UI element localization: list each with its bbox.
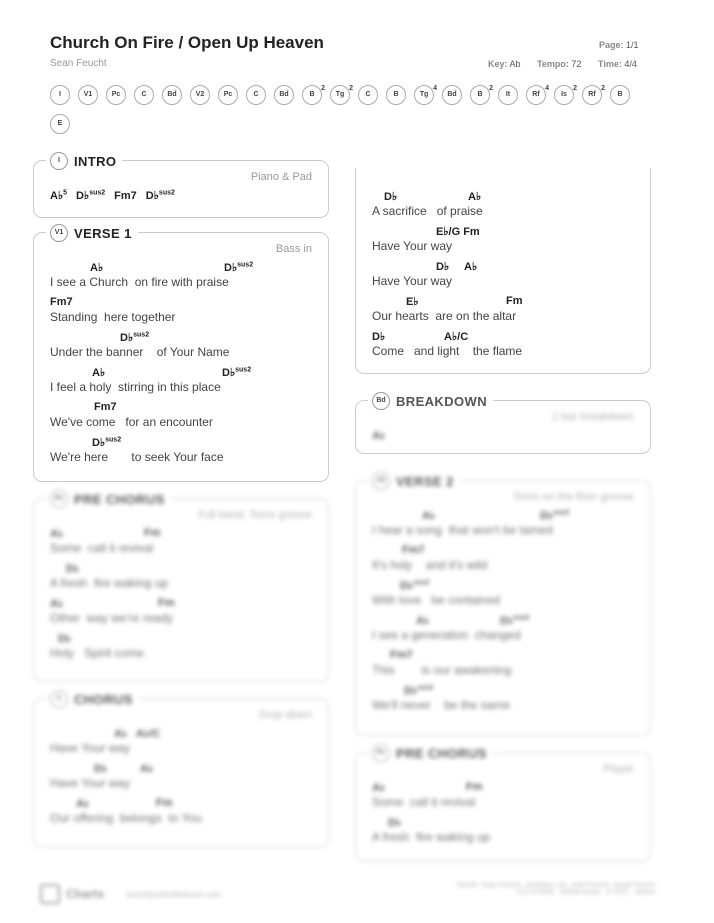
chord: D♭$^{sus2}$ xyxy=(500,614,530,627)
roadmap-pill-label: B xyxy=(477,91,483,98)
chord-lyric-line xyxy=(372,649,636,684)
roadmap-pill xyxy=(442,85,462,105)
roadmap-pill xyxy=(610,85,630,105)
roadmap-pill xyxy=(554,85,577,105)
roadmap-pill xyxy=(50,85,70,105)
page-value: 1/1 xyxy=(626,40,639,50)
section-breakdown xyxy=(355,393,651,454)
chord: A♭/C xyxy=(444,331,469,343)
roadmap-pill xyxy=(302,85,325,105)
chord: D♭$^{sus2}$ xyxy=(400,579,430,592)
roadmap-pill xyxy=(582,85,605,105)
footer-right-line-2: CCLI# 0000 · Bethel Music · © 2021 · Admin xyxy=(516,889,655,896)
lyric: Our offering belongs to You xyxy=(50,811,202,825)
section-badge: Pc xyxy=(372,744,390,762)
roadmap-pill-label: Tg xyxy=(335,91,345,98)
section-badge: I xyxy=(50,152,68,170)
section-header xyxy=(46,490,171,508)
roadmap-pill xyxy=(246,85,266,105)
section-title: PRE CHORUS xyxy=(396,745,487,761)
chord-lyric-line xyxy=(372,225,636,260)
roadmap-pill-label: Pc xyxy=(111,91,121,98)
roadmap-pill xyxy=(414,85,437,105)
lyric: I see a Church on fire with praise xyxy=(50,275,229,289)
section-title: VERSE 1 xyxy=(74,225,132,241)
chord: D♭$^{sus2}$ xyxy=(404,684,434,697)
chord-lyric-line xyxy=(50,597,314,632)
lyric: I feel a holy stirring in this place xyxy=(50,380,221,394)
chord-lyric-line xyxy=(50,366,314,401)
section-intro xyxy=(33,153,329,218)
chord-lyric-line xyxy=(50,331,314,366)
roadmap-pill-label: C xyxy=(365,91,371,98)
chord: A♭ xyxy=(140,763,154,775)
section-note: Full band, Toms groove xyxy=(197,509,312,521)
section-header xyxy=(368,472,460,490)
key-indicator xyxy=(488,59,521,69)
lyric: This is our awakening xyxy=(372,663,512,677)
roadmap-pill-label: Is xyxy=(561,91,567,98)
roadmap-pill-label: C xyxy=(253,91,259,98)
section-title: PRE CHORUS xyxy=(74,491,165,507)
chord: D♭ xyxy=(384,191,398,203)
chord-lyric-lines xyxy=(372,503,636,719)
chord: A♭/C xyxy=(136,728,161,740)
chord: D♭$^{sus2}$ xyxy=(120,331,150,344)
section-header xyxy=(368,744,493,762)
roadmap-pill xyxy=(190,85,210,105)
page-label: Page: xyxy=(599,40,624,50)
chord: Fm7 xyxy=(50,296,73,308)
roadmap-pill xyxy=(526,85,549,105)
repeat-count: 4 xyxy=(433,85,437,92)
chord-lyric-line xyxy=(50,562,314,597)
repeat-count: 4 xyxy=(545,85,549,92)
section-note: Piano & Pad xyxy=(250,171,312,183)
lyric: It's holy and it's wild xyxy=(372,558,488,572)
roadmap-pill-label: V1 xyxy=(83,91,93,98)
section-pre-chorus-1 xyxy=(33,491,329,682)
tempo-value: 72 xyxy=(571,59,582,69)
chord-lyric-line xyxy=(372,190,636,225)
footer-right-text xyxy=(457,882,655,896)
chord-lyric-line xyxy=(372,260,636,295)
lyric: We'll never be the same xyxy=(372,698,511,712)
lyric: A sacrifice of praise xyxy=(372,204,483,218)
chord-lyric-line xyxy=(372,781,636,816)
time-indicator xyxy=(598,59,637,69)
roadmap-pill xyxy=(274,85,294,105)
chord: Fm xyxy=(156,797,173,809)
roadmap-pill xyxy=(498,85,518,105)
roadmap-pill-label: E xyxy=(57,120,63,127)
chord: D♭ xyxy=(58,633,72,645)
lyric: Some call it revival xyxy=(50,541,154,555)
chord: A♭ xyxy=(90,262,104,274)
section-badge: Pc xyxy=(50,490,68,508)
section-badge: V2 xyxy=(372,472,390,490)
section-verse-2 xyxy=(355,473,651,736)
chord: D♭ xyxy=(66,563,80,575)
section-header xyxy=(368,392,493,410)
roadmap-pill-label: It xyxy=(505,91,511,98)
chord-lyric-line xyxy=(372,579,636,614)
chord: Fm7 xyxy=(94,401,117,413)
chord: D♭$^{sus2}$ xyxy=(76,189,106,202)
song-title: Church On Fire / Open Up Heaven xyxy=(50,33,324,52)
chord: A♭ xyxy=(464,261,478,273)
lyric: A fresh fire waking up xyxy=(50,576,169,590)
chord-lyric-line xyxy=(50,762,314,797)
chord: A♭ xyxy=(50,598,64,610)
section-title: CHORUS xyxy=(74,691,133,707)
key-label: Key: xyxy=(488,59,508,69)
section-chorus-continued xyxy=(355,168,651,374)
tempo-indicator xyxy=(537,59,581,69)
roadmap-pill-label: Bd xyxy=(447,91,457,98)
chord: Fm xyxy=(506,295,523,307)
chord-lyric-lines xyxy=(50,521,314,667)
lyric: Holy Spirit come xyxy=(50,646,145,660)
footer-left-text: worshiponlinefeatures.com xyxy=(126,890,222,899)
song-artist: Sean Feucht xyxy=(50,58,107,69)
chord-lyric-line xyxy=(372,509,636,544)
roadmap-pill xyxy=(330,85,353,105)
lyric: With love be contained xyxy=(372,593,501,607)
roadmap-pill-label: Bd xyxy=(167,91,177,98)
repeat-count: 2 xyxy=(601,85,605,92)
chord-lyric-line xyxy=(372,816,636,851)
chord-lyric-line xyxy=(372,544,636,579)
roadmap-pill-label: Rf xyxy=(588,91,596,98)
section-badge: Bd xyxy=(372,392,390,410)
chord: D♭ xyxy=(388,817,402,829)
lyric: A fresh fire waking up xyxy=(372,830,491,844)
left-column xyxy=(33,153,329,860)
chord: Fm7 xyxy=(114,190,137,202)
lyric: Have Your way xyxy=(372,239,453,253)
song-roadmap xyxy=(50,85,650,143)
chord: D♭ xyxy=(94,763,108,775)
chord-lyric-line xyxy=(50,436,314,471)
section-note: Toms on the floor groove xyxy=(512,491,634,503)
footer-logo-text: Charts xyxy=(66,887,105,901)
section-verse-1 xyxy=(33,225,329,482)
chord: D♭ xyxy=(372,331,386,343)
chord: A♭ xyxy=(468,191,482,203)
chord-lyric-lines xyxy=(372,775,636,851)
chord: D♭$^{sus2}$ xyxy=(222,366,252,379)
footer-right-line-1: Words: Sean Feucht, Jonathan Lee, Josh Feucht, Sarah Feucht xyxy=(457,882,655,889)
roadmap-pill-label: B xyxy=(617,91,623,98)
section-note: Drop down xyxy=(258,709,312,721)
chord-lyric-line xyxy=(50,527,314,562)
lyric: We've come for an encounter xyxy=(50,415,213,429)
chord-lyric-line xyxy=(372,330,636,365)
lyric: Come and light the flame xyxy=(372,344,523,358)
section-badge: C xyxy=(50,690,68,708)
roadmap-pill xyxy=(50,114,70,134)
section-title: BREAKDOWN xyxy=(396,393,487,409)
roadmap-pill-label: C xyxy=(141,91,147,98)
roadmap-pill-label: B xyxy=(309,91,315,98)
section-title: VERSE 2 xyxy=(396,473,454,489)
chord-lyric-lines xyxy=(50,255,314,471)
section-header xyxy=(46,690,139,708)
roadmap-pill xyxy=(386,85,406,105)
lyric: Some call it revival xyxy=(372,795,476,809)
chord-lyric-line xyxy=(372,684,636,719)
lyric: Other way we're ready xyxy=(50,611,174,625)
page-footer xyxy=(40,882,655,912)
chord: Fm xyxy=(144,527,161,539)
section-badge: V1 xyxy=(50,224,68,242)
chord-sequence xyxy=(50,183,314,206)
lyric: We're here to seek Your face xyxy=(50,450,224,464)
section-note: Bass in xyxy=(275,243,312,255)
lyric: Have Your way xyxy=(50,741,131,755)
repeat-count: 2 xyxy=(321,85,325,92)
chord: A♭ xyxy=(76,798,90,810)
roadmap-pill-label: Tg xyxy=(419,91,429,98)
roadmap-pill xyxy=(358,85,378,105)
section-pre-chorus-2 xyxy=(355,745,651,862)
chord: Fm xyxy=(158,597,175,609)
repeat-count: 2 xyxy=(349,85,353,92)
chord: D♭$^{sus2}$ xyxy=(224,261,254,274)
chord-sequence xyxy=(372,423,636,446)
chord: A♭ xyxy=(372,782,386,794)
roadmap-pill-label: I xyxy=(59,91,61,98)
chord: A♭ xyxy=(50,528,64,540)
chord: D♭$^{sus2}$ xyxy=(145,189,175,202)
chord: Fm xyxy=(466,781,483,793)
chord: Fm7 xyxy=(390,649,413,661)
chord: D♭$^{sus2}$ xyxy=(92,436,122,449)
lyric: Our hearts are on the altar xyxy=(372,309,517,323)
chord: A♭ xyxy=(114,728,128,740)
chord-lyric-line xyxy=(50,727,314,762)
repeat-count: 2 xyxy=(573,85,577,92)
chord: A♭ xyxy=(422,510,436,522)
chord: A♭ xyxy=(372,430,386,442)
lyric: I hear a song that won't be tamed xyxy=(372,523,554,537)
lyric: Standing here together xyxy=(50,310,176,324)
roadmap-pill xyxy=(134,85,154,105)
time-value: 4/4 xyxy=(624,59,637,69)
chord: Fm7 xyxy=(402,544,425,556)
roadmap-pill xyxy=(470,85,493,105)
roadmap-pill-label: V2 xyxy=(195,91,205,98)
chord-lyric-line xyxy=(50,261,314,296)
lyric: I see a generation changed xyxy=(372,628,521,642)
chord-lyric-line xyxy=(50,632,314,667)
chord: A♭ xyxy=(416,615,430,627)
lyric: Have Your way xyxy=(372,274,453,288)
roadmap-pill xyxy=(162,85,182,105)
chord: D♭$^{sus2}$ xyxy=(540,509,570,522)
lyric: Have Your way xyxy=(50,776,131,790)
tempo-label: Tempo: xyxy=(537,59,569,69)
section-note: Player xyxy=(602,763,634,775)
section-header xyxy=(46,152,122,170)
logo-icon xyxy=(40,884,60,904)
section-note: 2 bar breakdown xyxy=(552,411,634,423)
roadmap-pill-label: Pc xyxy=(223,91,233,98)
section-chorus-1 xyxy=(33,691,329,848)
lyric: Under the banner of Your Name xyxy=(50,345,230,359)
chord: D♭ xyxy=(436,261,450,273)
time-label: Time: xyxy=(598,59,622,69)
chord-lyric-lines xyxy=(372,190,636,365)
chord-lyric-line xyxy=(50,296,314,331)
page-indicator xyxy=(599,40,639,50)
key-value: Ab xyxy=(509,59,521,69)
chord-lyric-line xyxy=(50,401,314,436)
chord: E♭/G Fm xyxy=(436,226,480,238)
chord-lyric-lines xyxy=(50,721,314,832)
roadmap-pill xyxy=(218,85,238,105)
chord-lyric-line xyxy=(372,295,636,330)
section-header xyxy=(46,224,138,242)
roadmap-pill-label: Bd xyxy=(279,91,289,98)
roadmap-pill-label: B xyxy=(393,91,399,98)
repeat-count: 2 xyxy=(489,85,493,92)
chord: A♭$^5$ xyxy=(50,189,68,202)
chord-lyric-line xyxy=(50,797,314,832)
section-title: INTRO xyxy=(74,153,117,169)
chord-lyric-line xyxy=(372,614,636,649)
chord: E♭ xyxy=(406,296,419,308)
right-column xyxy=(355,168,651,874)
chord: A♭ xyxy=(92,367,106,379)
roadmap-pill xyxy=(78,85,98,105)
roadmap-pill xyxy=(106,85,126,105)
roadmap-pill-label: Rf xyxy=(532,91,540,98)
